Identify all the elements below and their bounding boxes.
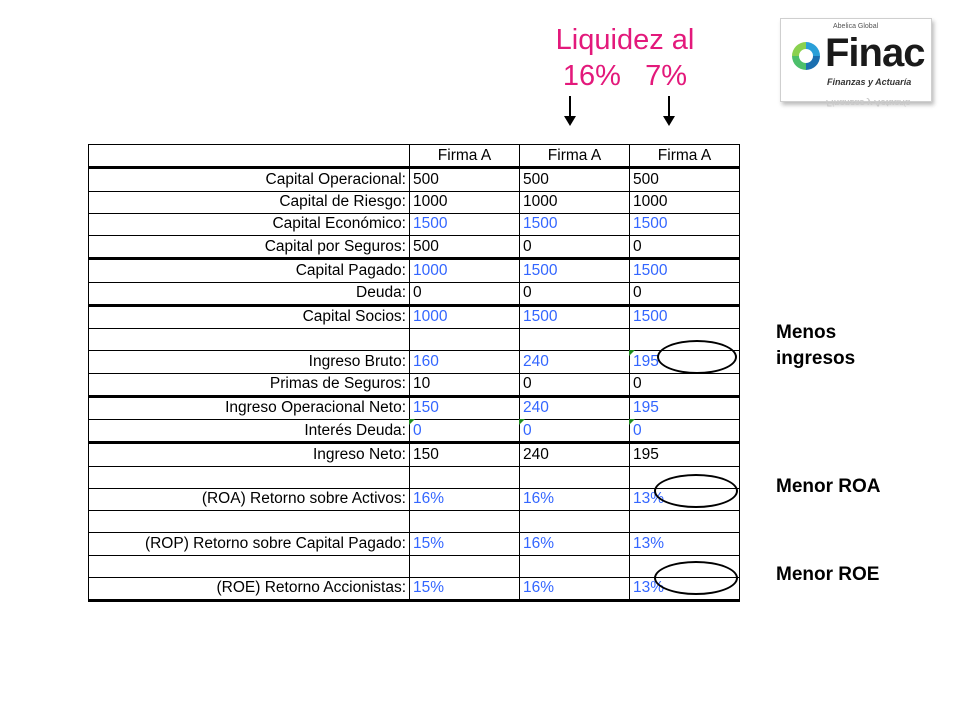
value-cell: 1000 (410, 259, 520, 282)
table-row (89, 259, 740, 282)
value-cell: 240 (520, 396, 630, 419)
note-menos-ingresos-line-1: Menos (776, 322, 837, 343)
value-cell: 1500 (630, 259, 740, 282)
header-row (89, 145, 740, 168)
column-header: Firma A (630, 145, 740, 168)
table-row (89, 168, 740, 191)
value-cell: 240 (520, 443, 630, 466)
row-label (89, 555, 410, 577)
value-cell: 16% (410, 488, 520, 510)
value-cell (410, 466, 520, 488)
row-label: Capital Pagado: (89, 259, 410, 282)
value-cell: 1000 (630, 191, 740, 213)
value-cell: 195 (630, 396, 740, 419)
value-cell: 16% (520, 577, 630, 600)
row-label (89, 466, 410, 488)
table-row (89, 533, 740, 555)
table-row (89, 351, 740, 373)
value-cell: 16% (520, 488, 630, 510)
table-row (89, 443, 740, 466)
logo-reflection: Finanzas y Actuaría (826, 98, 911, 108)
value-cell: 160 (410, 351, 520, 373)
logo-top-text: Abelica Global (833, 23, 879, 30)
value-cell: 0 (410, 420, 520, 443)
note-menor-roa: Menor ROA (776, 476, 881, 497)
headline-line-2: 16% 7% (562, 60, 688, 92)
value-cell: 500 (410, 168, 520, 191)
table-row (89, 396, 740, 419)
value-cell: 0 (630, 236, 740, 259)
table-row (89, 213, 740, 235)
column-header: Firma A (410, 145, 520, 168)
capital-comparison-table (88, 144, 740, 602)
value-cell: 500 (410, 236, 520, 259)
table-row (89, 236, 740, 259)
row-label: Capital de Riesgo: (89, 191, 410, 213)
arrow-firm-b (569, 96, 571, 118)
value-cell (520, 329, 630, 351)
row-label: Primas de Seguros: (89, 373, 410, 396)
value-cell: 500 (630, 168, 740, 191)
row-label: (ROA) Retorno sobre Activos: (89, 488, 410, 510)
finac-logo (780, 18, 932, 102)
table-row (89, 329, 740, 351)
value-cell: 1500 (630, 305, 740, 328)
value-cell: 1000 (410, 191, 520, 213)
table-row (89, 466, 740, 488)
value-cell: 1000 (520, 191, 630, 213)
value-cell: 1000 (410, 305, 520, 328)
row-label: Ingreso Bruto: (89, 351, 410, 373)
value-cell (410, 511, 520, 533)
value-cell: 150 (410, 443, 520, 466)
table-row (89, 282, 740, 305)
value-cell: 0 (630, 420, 740, 443)
row-label (89, 511, 410, 533)
row-label: Capital Operacional: (89, 168, 410, 191)
row-label: (ROE) Retorno Accionistas: (89, 577, 410, 600)
logo-subtitle: Finanzas y Actuaría (827, 77, 912, 87)
row-label: (ROP) Retorno sobre Capital Pagado: (89, 533, 410, 555)
column-header: Firma A (520, 145, 630, 168)
value-cell: 15% (410, 577, 520, 600)
value-cell: 150 (410, 396, 520, 419)
value-cell (410, 555, 520, 577)
table-row (89, 191, 740, 213)
circle-roe (654, 561, 738, 595)
circle-ingreso-bruto (657, 340, 737, 374)
value-cell: 13% (630, 533, 740, 555)
value-cell: 0 (520, 236, 630, 259)
value-cell: 1500 (630, 213, 740, 235)
row-label: Ingreso Operacional Neto: (89, 396, 410, 419)
table-row (89, 555, 740, 577)
value-cell (520, 511, 630, 533)
value-cell (630, 511, 740, 533)
row-label: Ingreso Neto: (89, 443, 410, 466)
value-cell: 0 (630, 282, 740, 305)
value-cell: 0 (520, 282, 630, 305)
value-cell: 13% (630, 577, 740, 600)
headline-line-1: Liquidez al (555, 24, 695, 56)
row-label: Deuda: (89, 282, 410, 305)
value-cell: 195 (630, 351, 740, 373)
liquidity-headline (540, 22, 710, 94)
arrow-firm-c (668, 96, 670, 118)
row-label: Interés Deuda: (89, 420, 410, 443)
value-cell: 10 (410, 373, 520, 396)
value-cell: 1500 (410, 213, 520, 235)
logo-name: Finac (825, 31, 925, 75)
value-cell: 0 (520, 420, 630, 443)
circle-roa (654, 474, 738, 508)
row-label (89, 329, 410, 351)
value-cell: 0 (410, 282, 520, 305)
table-row (89, 488, 740, 510)
value-cell: 240 (520, 351, 630, 373)
table-row (89, 577, 740, 600)
table-row (89, 420, 740, 443)
value-cell: 500 (520, 168, 630, 191)
note-menos-ingresos (776, 320, 855, 372)
row-label: Capital por Seguros: (89, 236, 410, 259)
value-cell (520, 466, 630, 488)
value-cell: 16% (520, 533, 630, 555)
value-cell: 13% (630, 488, 740, 510)
table-row (89, 305, 740, 328)
value-cell: 0 (630, 373, 740, 396)
value-cell: 0 (520, 373, 630, 396)
value-cell (410, 329, 520, 351)
value-cell: 15% (410, 533, 520, 555)
row-label: Capital Económico: (89, 213, 410, 235)
note-menos-ingresos-line-2: ingresos (776, 348, 856, 369)
table-row (89, 511, 740, 533)
value-cell (520, 555, 630, 577)
value-cell: 195 (630, 443, 740, 466)
row-label: Capital Socios: (89, 305, 410, 328)
value-cell: 1500 (520, 213, 630, 235)
value-cell: 1500 (520, 259, 630, 282)
header-label-cell (89, 145, 410, 168)
table-row (89, 373, 740, 396)
finac-mark-icon (789, 39, 823, 73)
table-body (89, 145, 740, 601)
note-menor-roe: Menor ROE (776, 564, 880, 585)
value-cell: 1500 (520, 305, 630, 328)
